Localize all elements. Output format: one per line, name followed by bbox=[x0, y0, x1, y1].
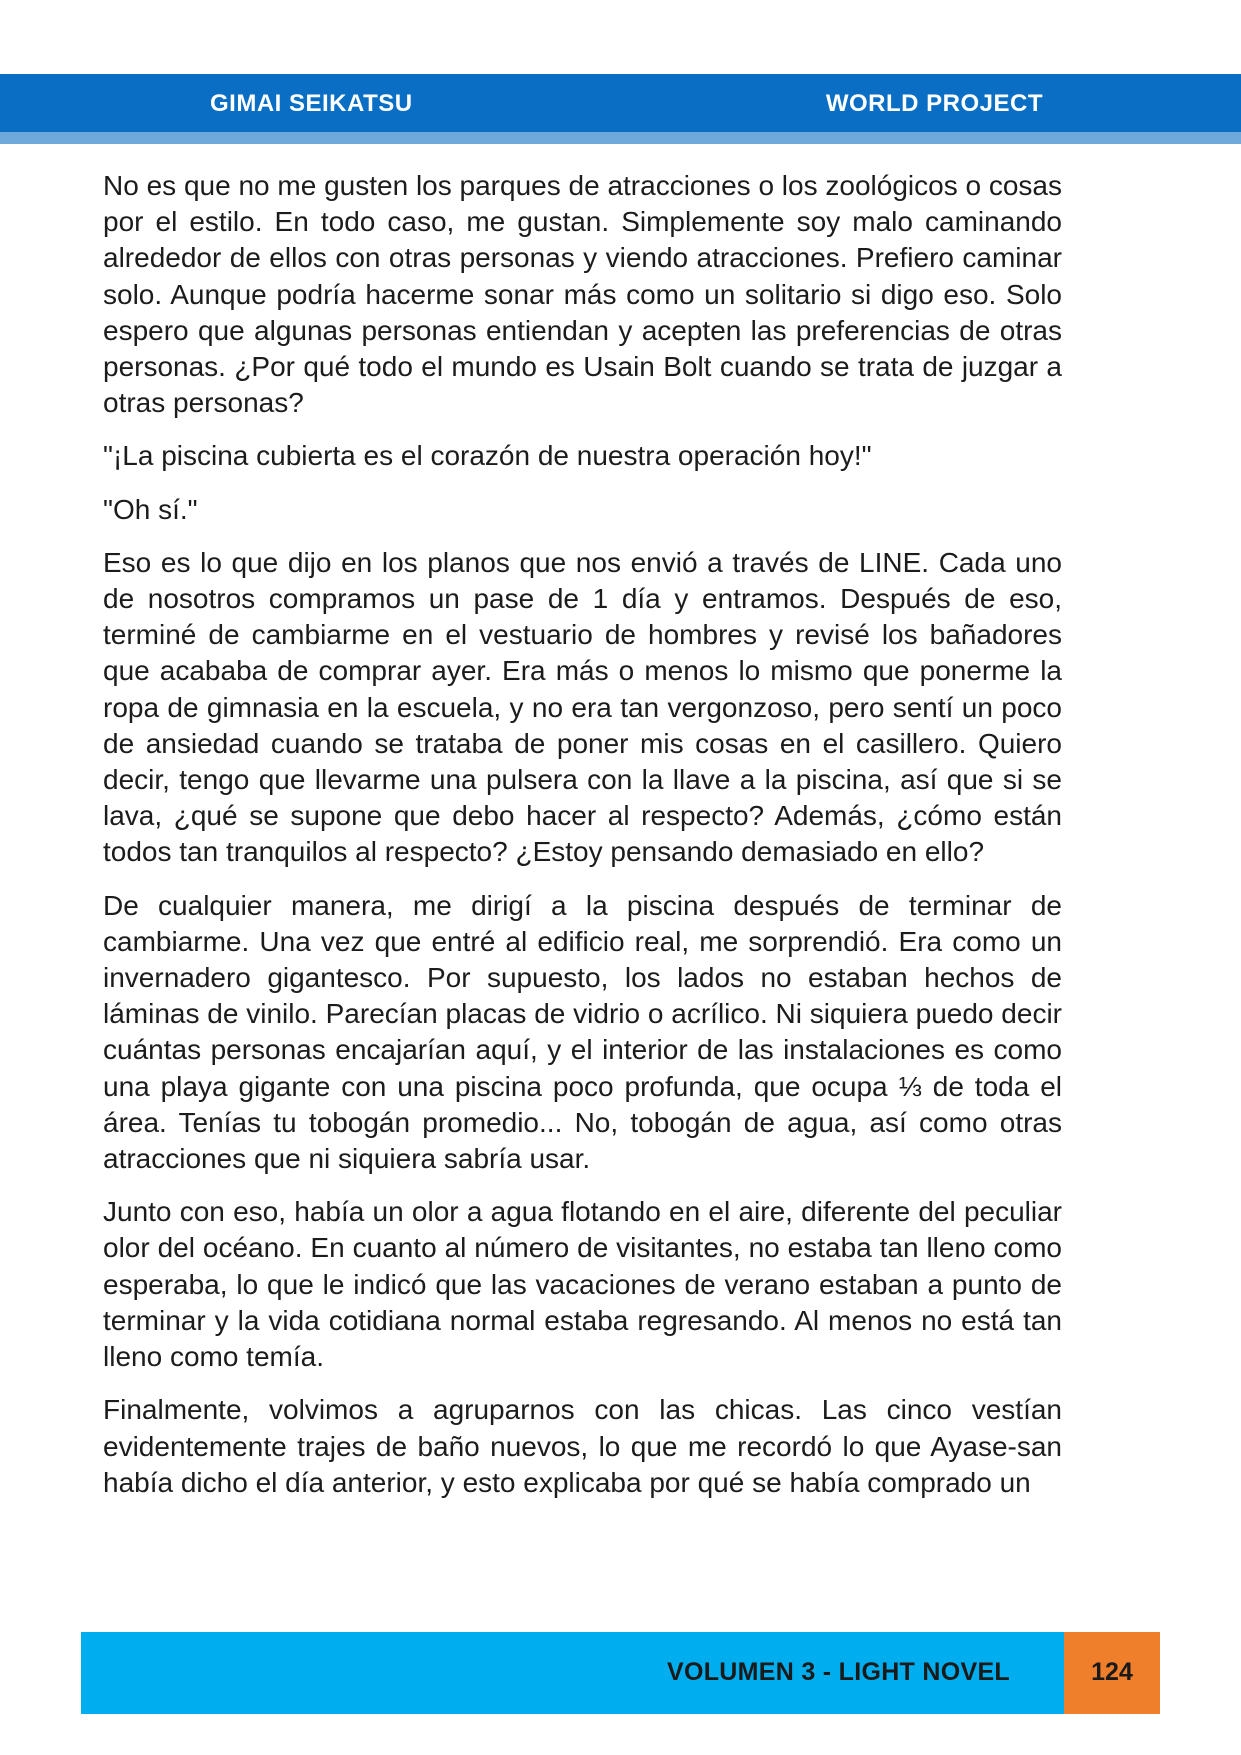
page-footer bbox=[81, 1632, 1160, 1714]
paragraph-dialog: "Oh sí." bbox=[103, 493, 198, 525]
page-header bbox=[0, 74, 1241, 132]
paragraph: Eso es lo que dijo en los planos que nos envió a través de LINE. Cada uno de nosotros compramos un pase de 1 día y entramos. Después de eso, terminé de cambiarme en el vestuario de hombres y revisé los bañadores que acababa de comprar ayer. Era más o menos lo mismo que ponerme la ropa de gimnasia en la escuela, y no era tan vergonzoso, pero sentí un poco de ansiedad cuando se trataba de poner mis cosas en el casillero. Quiero decir, tengo que llevarme una pulsera con la llave a la piscina, así que si se lava, ¿qué se supone que debo hacer al respecto? Además, ¿cómo están todos tan tranquilos al respecto? ¿Estoy pensando demasiado en ello? bbox=[103, 546, 1062, 868]
page-number: 124 bbox=[1091, 1658, 1133, 1686]
header-underline bbox=[0, 132, 1241, 144]
page-body bbox=[103, 168, 1062, 1518]
header-series-title: GIMAI SEIKATSU bbox=[210, 90, 413, 117]
header-publisher: WORLD PROJECT bbox=[825, 90, 1043, 117]
paragraph-dialog: "¡La piscina cubierta es el corazón de nuestra operación hoy!" bbox=[103, 440, 872, 472]
paragraph: Finalmente, volvimos a agruparnos con las chicas. Las cinco vestían evidentemente trajes de baño nuevos, lo que me recordó lo que Ayase-san había dicho el día anterior, y esto explicaba por qué se había comprado un bbox=[103, 1394, 1062, 1498]
footer-volume-title: VOLUMEN 3 - LIGHT NOVEL bbox=[666, 1658, 1010, 1686]
page-number-box bbox=[1064, 1632, 1160, 1714]
paragraph: No es que no me gusten los parques de atracciones o los zoológicos o cosas por el estilo. En todo caso, me gustan. Simplemente soy malo caminando alrededor de ellos con otras personas y viendo atracciones. Prefiero caminar solo. Aunque podría hacerme sonar más como un solitario si digo eso. Solo espero que algunas personas entiendan y acepten las preferencias de otras personas. ¿Por qué todo el mundo es Usain Bolt cuando se trata de juzgar a otras personas? bbox=[103, 170, 1062, 419]
paragraph: Junto con eso, había un olor a agua flotando en el aire, diferente del peculiar olor del océano. En cuanto al número de visitantes, no estaba tan lleno como esperaba, lo que le indicó que las vacaciones de verano estaban a punto de terminar y la vida cotidiana normal estaba regresando. Al menos no está tan lleno como temía. bbox=[103, 1196, 1062, 1373]
paragraph: De cualquier manera, me dirigí a la piscina después de terminar de cambiarme. Una vez que entré al edificio real, me sorprendió. Era como un invernadero gigantesco. Por supuesto, los lados no estaban hechos de láminas de vinilo. Parecían placas de vidrio o acrílico. Ni siquiera puedo decir cuántas personas encajarían aquí, y el interior de las instalaciones es como una playa gigante con una piscina poco profunda, que ocupa ⅓ de toda el área. Tenías tu tobogán promedio... No, tobogán de agua, así como otras atracciones que ni siquiera sabría usar. bbox=[103, 889, 1062, 1175]
